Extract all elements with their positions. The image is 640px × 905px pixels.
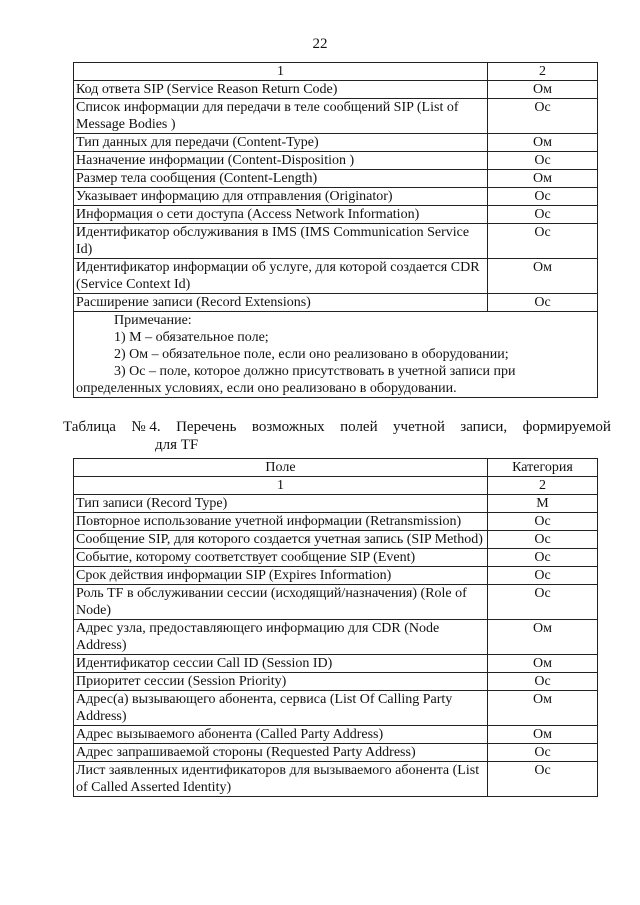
table-row: [74, 762, 598, 797]
table-number-row: [74, 477, 598, 495]
field-name-cell: Адрес запрашиваемой стороны (Requested Party Address): [74, 744, 488, 762]
field-name-cell: Срок действия информации SIP (Expires Information): [74, 567, 488, 585]
table-row: [74, 655, 598, 673]
category-cell: Ом: [488, 170, 598, 188]
note-line-2: 2) Ом – обязательное поле, если оно реализовано в оборудовании;: [114, 347, 509, 362]
field-name-cell: Расширение записи (Record Extensions): [74, 294, 488, 312]
note-row: [74, 312, 598, 398]
note-cell: [74, 312, 598, 398]
field-name-cell: Информация о сети доступа (Access Network Information): [74, 206, 488, 224]
table-row: [74, 99, 598, 134]
field-name-cell: Назначение информации (Content-Disposition ): [74, 152, 488, 170]
table-row: [74, 495, 598, 513]
table-row: [74, 513, 598, 531]
category-cell: Ос: [488, 744, 598, 762]
table-row: [74, 567, 598, 585]
table-row: [74, 81, 598, 99]
category-cell: Ос: [488, 549, 598, 567]
caption-word: № 4.: [131, 419, 161, 435]
category-cell: М: [488, 495, 598, 513]
note-line-4: определенных условиях, если оно реализовано в оборудовании.: [76, 381, 457, 396]
field-name-cell: Тип данных для передачи (Content-Type): [74, 134, 488, 152]
table-row: [74, 691, 598, 726]
category-cell: Ос: [488, 567, 598, 585]
category-cell: Ос: [488, 531, 598, 549]
note-line-3: 3) Ос – поле, которое должно присутствовать в учетной записи при: [114, 364, 516, 379]
category-cell: Ос: [488, 152, 598, 170]
table-row: [74, 620, 598, 655]
header-category: Категория: [488, 459, 598, 477]
caption-word: возможных: [251, 419, 325, 435]
category-cell: Ос: [488, 188, 598, 206]
table-row: [74, 259, 598, 294]
field-name-cell: Событие, которому соответствует сообщение SIP (Event): [74, 549, 488, 567]
table-header-row: [74, 63, 598, 81]
fields-table-continued: [73, 62, 598, 398]
category-cell: Ом: [488, 691, 598, 726]
caption-word: Таблица: [63, 419, 116, 435]
table-row: [74, 188, 598, 206]
table-row: [74, 726, 598, 744]
category-cell: Ом: [488, 259, 598, 294]
category-cell: Ом: [488, 620, 598, 655]
table-header-row: [74, 459, 598, 477]
table-row: [74, 585, 598, 620]
table-row: [74, 206, 598, 224]
field-name-cell: Адрес вызываемого абонента (Called Party Address): [74, 726, 488, 744]
category-cell: Ос: [488, 673, 598, 691]
caption-word: записи,: [460, 419, 508, 435]
field-name-cell: Сообщение SIP, для которого создается учетная запись (SIP Method): [74, 531, 488, 549]
field-name-cell: Роль TF в обслуживании сессии (исходящий/назначения) (Role of Node): [74, 585, 488, 620]
table-row: [74, 170, 598, 188]
field-name-cell: Идентификатор информации об услуге, для которой создается CDR (Service Context Id): [74, 259, 488, 294]
field-name-cell: Лист заявленных идентификаторов для вызываемого абонента (List of Called Asserted Identity): [74, 762, 488, 797]
field-name-cell: Тип записи (Record Type): [74, 495, 488, 513]
category-cell: Ос: [488, 206, 598, 224]
field-name-cell: Идентификатор обслуживания в IMS (IMS Communication Service Id): [74, 224, 488, 259]
note-line-1: 1) М – обязательное поле;: [114, 330, 269, 345]
field-name-cell: Адрес(а) вызывающего абонента, сервиса (List Of Calling Party Address): [74, 691, 488, 726]
category-cell: Ос: [488, 294, 598, 312]
table-row: [74, 224, 598, 259]
caption-word: Перечень: [176, 419, 237, 435]
column-number-1: 1: [74, 63, 488, 81]
caption-word: учетной: [393, 419, 445, 435]
field-name-cell: Указывает информацию для отправления (Originator): [74, 188, 488, 206]
field-name-cell: Приоритет сессии (Session Priority): [74, 673, 488, 691]
category-cell: Ос: [488, 585, 598, 620]
tf-fields-table: [73, 458, 598, 797]
table-row: [74, 744, 598, 762]
header-field: Поле: [74, 459, 488, 477]
column-number-2: 2: [488, 63, 598, 81]
category-cell: Ос: [488, 762, 598, 797]
field-name-cell: Адрес узла, предоставляющего информацию для CDR (Node Address): [74, 620, 488, 655]
table-row: [74, 152, 598, 170]
field-name-cell: Размер тела сообщения (Content-Length): [74, 170, 488, 188]
column-number-1: 1: [74, 477, 488, 495]
table-row: [74, 531, 598, 549]
table-caption: [63, 418, 611, 454]
caption-line-2: для TF: [155, 437, 199, 453]
field-name-cell: Повторное использование учетной информации (Retransmission): [74, 513, 488, 531]
column-number-2: 2: [488, 477, 598, 495]
table-row: [74, 673, 598, 691]
category-cell: Ом: [488, 134, 598, 152]
table-row: [74, 134, 598, 152]
category-cell: Ос: [488, 224, 598, 259]
table-row: [74, 294, 598, 312]
field-name-cell: Идентификатор сессии Call ID (Session ID): [74, 655, 488, 673]
note-title: Примечание:: [114, 313, 192, 328]
table-row: [74, 549, 598, 567]
category-cell: Ос: [488, 99, 598, 134]
field-name-cell: Код ответа SIP (Service Reason Return Code): [74, 81, 488, 99]
category-cell: Ом: [488, 655, 598, 673]
page-number: 22: [312, 36, 328, 52]
category-cell: Ом: [488, 726, 598, 744]
category-cell: Ом: [488, 81, 598, 99]
caption-word: полей: [340, 419, 378, 435]
field-name-cell: Список информации для передачи в теле сообщений SIP (List of Message Bodies ): [74, 99, 488, 134]
category-cell: Ос: [488, 513, 598, 531]
caption-word: формируемой: [522, 419, 611, 435]
